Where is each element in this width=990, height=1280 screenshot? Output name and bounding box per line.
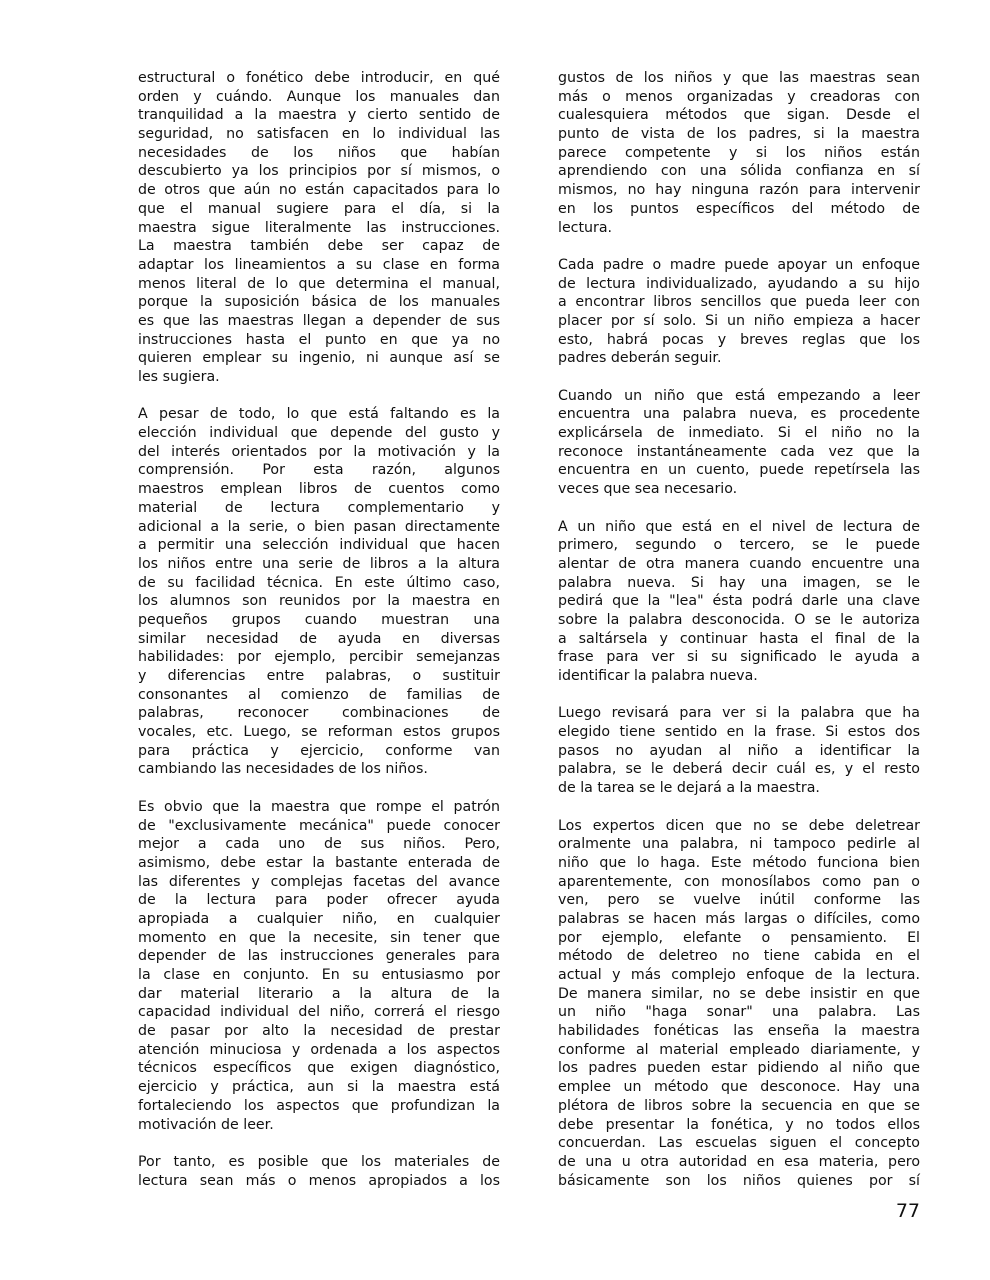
text-line: del interés orientados por la motivación y la xyxy=(138,443,500,460)
text-line: padres deberán seguir. xyxy=(558,350,722,367)
text-line: de otros que aún no están capacitados para lo xyxy=(138,182,500,199)
paragraph xyxy=(558,518,920,686)
text-line: de pasar por alto la necesidad de prestar xyxy=(138,1023,500,1040)
text-line: maestra sigue literalmente las instrucciones. xyxy=(138,219,500,236)
text-line: de lectura individualizado, ayudando a su hijo xyxy=(558,275,920,292)
text-line: la clase en conjunto. En su entusiasmo por xyxy=(138,967,500,983)
text-line: apropiada a cualquier niño, en cualquier xyxy=(138,910,500,927)
text-line: un niño "haga sonar" una palabra. Las xyxy=(558,1004,920,1021)
paragraph xyxy=(558,817,920,1191)
paragraph xyxy=(558,387,920,499)
text-line: De manera similar, no se debe insistir en que xyxy=(558,985,920,1002)
text-line: necesidades de los niños que habían xyxy=(138,144,500,161)
text-line: instrucciones hasta el punto en que ya no xyxy=(138,331,500,348)
right-column xyxy=(558,69,920,1209)
text-line: parece competente y si los niños están xyxy=(558,144,920,161)
text-line: maestros emplean libros de cuentos como xyxy=(138,481,500,498)
text-line: momento en que la necesite, sin tener que xyxy=(138,929,500,946)
text-line: palabras, reconocer combinaciones de xyxy=(138,705,500,722)
text-line: emplee un método que desconoce. Hay una xyxy=(558,1079,920,1096)
text-line: les sugiera. xyxy=(138,369,220,385)
text-line: adaptar los lineamientos a su clase en forma xyxy=(138,256,500,273)
text-line: motivación de leer. xyxy=(138,1116,274,1133)
text-line: pedirá que la "lea" ésta podrá darle una clave xyxy=(558,593,920,610)
paragraph xyxy=(138,405,500,779)
text-line: los alumnos son reunidos por la maestra en xyxy=(138,593,500,610)
text-line: atención minuciosa y ordenada a los aspectos xyxy=(138,1041,500,1058)
text-line: ejercicio y práctica, aun si la maestra está xyxy=(138,1079,500,1096)
text-line: encuentra una palabra nueva, es procedente xyxy=(558,406,920,423)
text-line: de la tarea se le dejará a la maestra. xyxy=(558,780,820,797)
text-line: elegido tiene sentido en la frase. Si estos dos xyxy=(558,724,920,741)
text-line: placer por sí solo. Si un niño empieza a hacer xyxy=(558,312,920,329)
text-line: Por tanto, es posible que los materiales de xyxy=(138,1153,500,1170)
text-line: que el manual sugiere para el día, si la xyxy=(138,200,500,217)
text-line: en los puntos específicos del método de xyxy=(558,200,920,217)
text-line: fortaleciendo los aspectos que profundizan la xyxy=(138,1097,500,1114)
text-line: Cada padre o madre puede apoyar un enfoque xyxy=(558,256,920,273)
text-line: estructural o fonético debe introducir, en qué xyxy=(138,70,500,86)
text-line: cambiando las necesidades de los niños. xyxy=(138,761,428,778)
text-line: de su facilidad técnica. En este último caso, xyxy=(138,574,500,591)
text-line: sobre la palabra desconocida. O se le autoriza xyxy=(558,611,920,628)
text-line: habilidades: por ejemplo, percibir semejanzas xyxy=(138,649,500,666)
text-line: básicamente son los niños quienes por sí xyxy=(558,1172,920,1189)
text-line: capacidad individual del niño, correrá el riesgo xyxy=(138,1004,500,1021)
text-line: las diferentes y complejas facetas del avance xyxy=(138,873,500,890)
text-line: actual y más complejo enfoque de la lectura. xyxy=(558,967,920,983)
text-line: niño que lo haga. Este método funciona bien xyxy=(558,854,920,871)
text-line: primero, segundo o tercero, se le puede xyxy=(558,537,920,554)
text-line: asimismo, debe estar la bastante enterada de xyxy=(138,854,500,871)
text-line: a saltársela y continuar hasta el final de la xyxy=(558,630,920,647)
text-line: gustos de los niños y que las maestras sean xyxy=(558,70,920,86)
text-line: material de lectura complementario y xyxy=(138,499,500,516)
text-line: tranquilidad a la maestra y cierto sentido de xyxy=(138,107,500,124)
text-line: técnicos específicos que exigen diagnóstico, xyxy=(138,1060,500,1077)
paragraph xyxy=(558,69,920,237)
text-line: lectura sean más o menos apropiados a los xyxy=(138,1172,500,1189)
text-line: los padres pueden estar pidiendo al niño que xyxy=(558,1060,920,1077)
text-line: lectura. xyxy=(558,219,613,236)
text-line: comprensión. Por esta razón, algunos xyxy=(138,462,500,479)
text-line: Es obvio que la maestra que rompe el patrón xyxy=(138,798,500,815)
text-line: consonantes al comienzo de familias de xyxy=(138,686,500,703)
text-line: Luego revisará para ver si la palabra que ha xyxy=(558,705,920,722)
page-number: 77 xyxy=(895,1200,920,1222)
text-line: los niños entre una serie de libros a la altura xyxy=(138,555,500,572)
text-line: adicional a la serie, o bien pasan directamente xyxy=(138,518,500,535)
text-line: conforme al material empleado diariamente, y xyxy=(558,1041,920,1058)
text-line: seguridad, no satisfacen en lo individual las xyxy=(138,126,500,143)
text-line: a permitir una selección individual que hacen xyxy=(138,537,500,554)
text-line: de "exclusivamente mecánica" puede conocer xyxy=(138,817,500,834)
text-line: por ejemplo, elefante o pensamiento. El xyxy=(558,929,920,946)
paragraph xyxy=(558,704,920,797)
text-line: porque la suposición básica de los manuales xyxy=(138,294,500,311)
text-line: concuerdan. Las escuelas siguen el concepto xyxy=(558,1135,920,1152)
text-line: Cuando un niño que está empezando a leer xyxy=(558,387,920,404)
text-line: aprendiendo con una sólida confianza en sí xyxy=(558,163,920,180)
text-line: descubierto ya los principios por sí mismos, o xyxy=(138,163,500,180)
paragraph xyxy=(138,798,500,1134)
text-line: encuentra en un cuento, puede repetírsela las xyxy=(558,462,920,479)
text-line: palabras se hacen más largas o difíciles, como xyxy=(558,910,920,927)
text-line: ven, pero se vuelve inútil conforme las xyxy=(558,892,920,909)
text-line: más o menos organizadas y creadoras con xyxy=(558,88,920,105)
text-line: reconoce instantáneamente cada vez que la xyxy=(558,443,920,460)
text-line: es que las maestras llegan a depender de sus xyxy=(138,312,500,329)
text-line: A un niño que está en el nivel de lectura de xyxy=(558,518,920,535)
text-line: de la lectura para poder ofrecer ayuda xyxy=(138,892,500,909)
text-line: habilidades fonéticas las enseña la maestra xyxy=(558,1023,920,1040)
text-line: aparentemente, con monosílabos como pan o xyxy=(558,873,920,890)
text-line: mismos, no hay ninguna razón para intervenir xyxy=(558,182,920,199)
text-line: oralmente una palabra, ni tampoco pedirle al xyxy=(558,836,920,853)
text-line: explicársela de inmediato. Si el niño no la xyxy=(558,425,920,442)
text-line: elección individual que depende del gusto y xyxy=(138,425,500,442)
text-line: Los expertos dicen que no se debe deletrear xyxy=(558,817,920,834)
text-line: pequeños grupos cuando muestran una xyxy=(138,611,500,628)
text-line: orden y cuándo. Aunque los manuales dan xyxy=(138,88,500,105)
paragraph xyxy=(138,69,500,387)
text-line: depender de las instrucciones generales para xyxy=(138,948,500,965)
left-column xyxy=(138,69,500,1209)
text-line: quieren emplear su ingenio, ni aunque así se xyxy=(138,350,500,367)
text-line: veces que sea necesario. xyxy=(558,481,738,498)
text-line: y diferencias entre palabras, o sustituir xyxy=(138,668,500,684)
text-line: vocales, etc. Luego, se reforman estos grupos xyxy=(138,724,500,741)
text-line: de una u otra autoridad en esa materia, pero xyxy=(558,1153,920,1170)
text-line: a encontrar libros sencillos que pueda leer con xyxy=(558,294,920,311)
text-line: frase para ver si su significado le ayuda a xyxy=(558,649,920,666)
text-line: para práctica y ejercicio, conforme van xyxy=(138,742,500,759)
text-line: La maestra también debe ser capaz de xyxy=(138,238,500,255)
text-line: menos literal de lo que determina el manual, xyxy=(138,275,500,292)
text-line: mejor a cada uno de sus niños. Pero, xyxy=(138,836,500,853)
text-line: esto, habrá pocas y breves reglas que los xyxy=(558,331,920,348)
text-line: pasos no ayudan al niño a identificar la xyxy=(558,742,920,759)
text-line: dar material literario a la altura de la xyxy=(138,985,500,1002)
text-line: cualesquiera métodos que sigan. Desde el xyxy=(558,107,920,124)
text-line: método de deletreo no tiene cabida en el xyxy=(558,948,920,965)
text-line: palabra, se le deberá decir cuál es, y el resto xyxy=(558,761,920,778)
text-line: identificar la palabra nueva. xyxy=(558,668,758,684)
text-line: debe presentar la fonética, y no todos ellos xyxy=(558,1116,920,1133)
text-line: alentar de otra manera cuando encuentre una xyxy=(558,555,920,572)
text-line: punto de vista de los padres, si la maestra xyxy=(558,126,920,143)
text-line: A pesar de todo, lo que está faltando es la xyxy=(138,406,500,423)
text-line: plétora de libros sobre la secuencia en que se xyxy=(558,1097,920,1114)
paragraph xyxy=(558,256,920,368)
text-line: similar necesidad de ayuda en diversas xyxy=(138,630,500,647)
paragraph xyxy=(138,1153,500,1190)
text-line: palabra nueva. Si hay una imagen, se le xyxy=(558,574,920,591)
